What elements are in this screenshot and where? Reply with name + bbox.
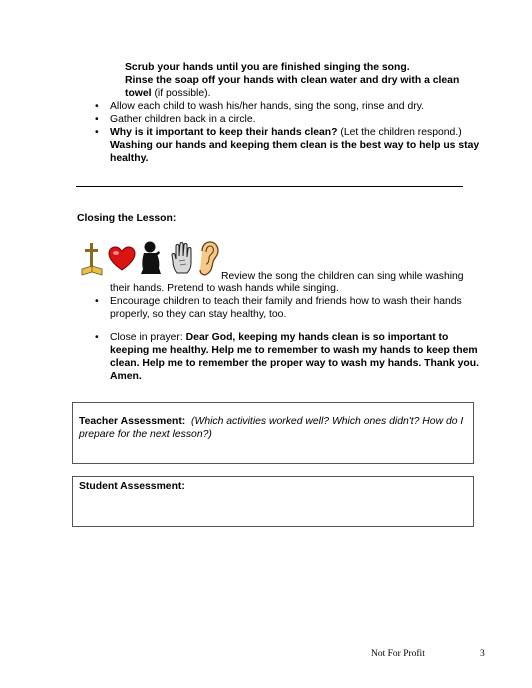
question-note: (Let the children respond.) — [337, 127, 462, 138]
bullet-dot: • — [95, 296, 99, 307]
question-bold: Why is it important to keep their hands clean? — [110, 127, 338, 138]
answer-line: healthy. — [110, 153, 149, 164]
student-assessment-label: Student Assessment: — [79, 481, 185, 492]
prayer-line: keeping me healthy. Help me to remember to wash my hands to keep them — [110, 345, 478, 356]
list-item: Gather children back in a circle. — [110, 114, 256, 125]
teacher-assessment-prompt: (Which activities worked well? Which ones didn't? How do I — [191, 416, 464, 427]
hand-icon — [170, 241, 194, 275]
cross-bible-icon — [80, 241, 104, 277]
heart-icon — [108, 246, 136, 272]
footer-note: Not For Profit — [371, 649, 425, 659]
bullet-dot: • — [95, 101, 99, 112]
bullet-dot: • — [95, 332, 99, 343]
towel-rest: (if possible). — [151, 88, 211, 99]
page-number: 3 — [480, 649, 485, 659]
list-item: Allow each child to wash his/her hands, sing the song, rinse and dry. — [110, 101, 425, 112]
rinse-text: Rinse the soap off your hands with clean water and dry with a clean — [125, 75, 460, 86]
review-text: Review the song the children can sing while washing — [221, 271, 464, 282]
prayer-line — [110, 331, 448, 344]
prayer-intro: Close in prayer: — [110, 332, 186, 343]
scrub-text: Scrub your hands until you are finished singing the song. — [125, 62, 410, 73]
ear-icon — [197, 241, 219, 277]
review-text-cont: their hands. Pretend to wash hands while singing. — [110, 283, 339, 294]
teacher-assessment-label: Teacher Assessment: — [79, 416, 186, 427]
prayer-bold: Dear God, keeping my hands clean is so important to — [185, 332, 449, 343]
teacher-assessment-line — [79, 415, 463, 428]
student-assessment-box[interactable] — [72, 476, 474, 527]
section-divider — [76, 186, 463, 187]
teacher-assessment-prompt-cont: prepare for the next lesson?) — [79, 429, 212, 440]
bullet-dot: • — [95, 114, 99, 125]
towel-bold: towel — [125, 88, 152, 99]
list-item: Encourage children to teach their family and friends how to wash their hands — [110, 296, 462, 307]
bullet-dot: • — [95, 127, 99, 138]
list-item — [110, 126, 462, 139]
prayer-line: clean. Help me to remember the proper way to wash my hands. Thank you. — [110, 358, 479, 369]
towel-line — [125, 87, 210, 100]
closing-heading: Closing the Lesson: — [77, 213, 177, 224]
answer-line: Washing our hands and keeping them clean is the best way to help us stay — [110, 140, 480, 151]
list-item-cont: properly, so they can stay healthy, too. — [110, 309, 287, 320]
teacher-assessment-box[interactable] — [72, 402, 474, 464]
praying-child-icon — [139, 241, 165, 275]
prayer-line: Amen. — [110, 371, 142, 382]
